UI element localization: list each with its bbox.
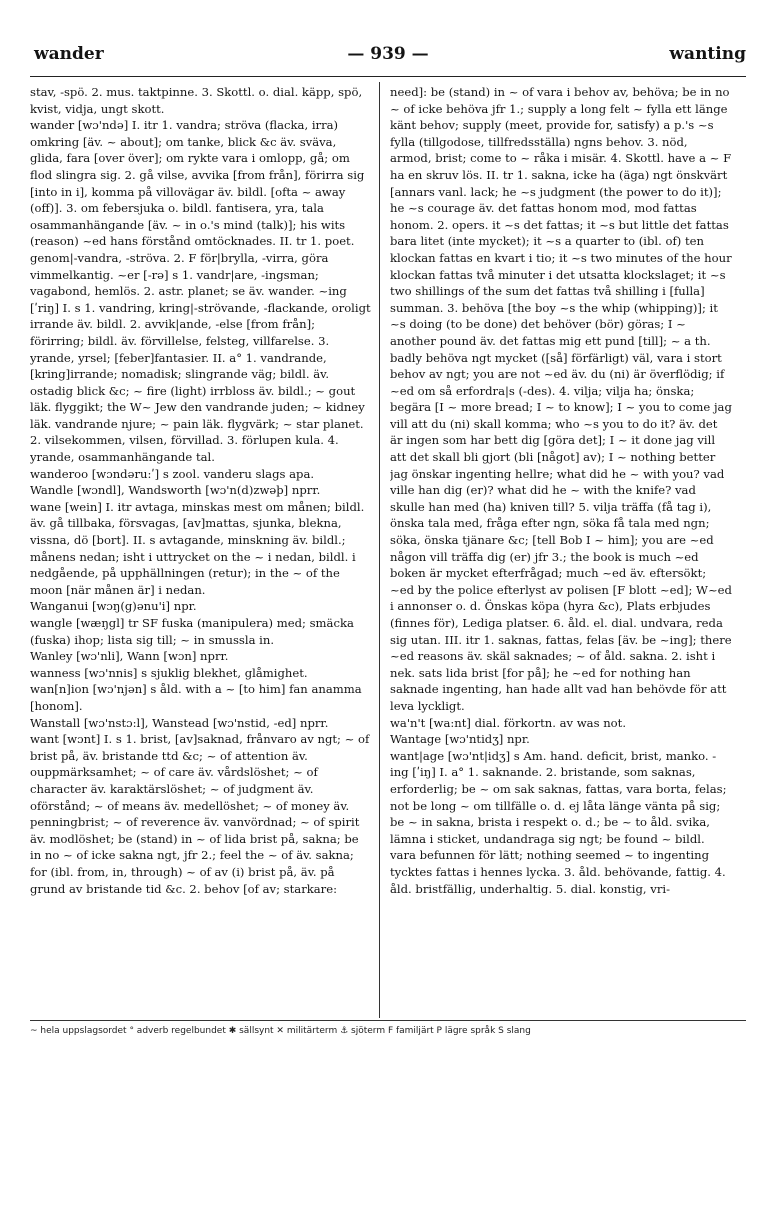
footer-rule	[30, 1020, 746, 1021]
dictionary-entry: Wandle [wɔndl], Wandsworth [wɔ'n(d)zwəþ] nprr.	[30, 483, 321, 498]
header-rule	[30, 76, 746, 77]
right-column	[390, 84, 732, 1012]
dictionary-entry: wane [wein] I. itr avtaga, minskas mest om månen; bildl. äv. gå tillbaka, försvagas, [av]mattas, sjunka, blekna, vissna, dö [bort]. II. s avtagande, minskning äv. bildl.; månens nedan; isht i uttrycket on the ~ i nedan, bildl. i nedgående, på upphällningen (retur); in the ~ of the moon [när månen är] i nedan.	[30, 499, 365, 597]
left-column	[30, 84, 372, 1012]
header-left-guide-word: wander	[34, 44, 104, 64]
dictionary-entry: Wanganui [wɔŋ(g)ənu'i] npr.	[30, 599, 197, 614]
dictionary-entry: wangle [wæŋgl] tr SF fuska (manipulera) med; smäcka (fuska) ihop; lista sig till; ~ in smussla in.	[30, 616, 354, 647]
dictionary-entry: stav, -spö. 2. mus. taktpinne. 3. Skottl. o. dial. käpp, spö, kvist, vidja, ungt skott.	[30, 85, 363, 116]
dictionary-entry: wan[n]ion [wɔ'njən] s åld. with a ~ [to him] fan anamma [honom].	[30, 682, 362, 713]
dictionary-entry: Wanstall [wɔ'nstɔ:l], Wanstead [wɔ'nstid, -ed] nprr.	[30, 715, 329, 730]
dictionary-entry: Wanley [wɔ'nli], Wann [wɔn] nprr.	[30, 649, 229, 664]
dictionary-entry: wanderoo [wɔndəru:ʹ] s zool. vanderu slags apa.	[30, 466, 315, 481]
symbol-legend: ~ hela uppslagsordet ° adverb regelbundet ✱ sällsynt ✕ militärterm ⚓ sjöterm F familjärt P lägre språk S slang	[30, 1026, 531, 1036]
header-right-guide-word: wanting	[669, 44, 746, 64]
dictionary-entry: Wantage [wɔ'ntidʒ] npr.	[390, 732, 530, 747]
dictionary-entry: wa'n't [wa:nt] dial. förkortn. av was not.	[390, 715, 627, 730]
dictionary-entry: wanness [wɔ'nnis] s sjuklig blekhet, glåmighet.	[30, 665, 308, 680]
dictionary-entry: want [wɔnt] I. s 1. brist, [av]saknad, frånvaro av ngt; ~ of brist på, äv. bristande ttd &c; ~ of attention äv. ouppmärksamhet; ~ of care äv. vårdslöshet; ~ of character äv. karaktärslöshet; ~ of judgment äv. oförstånd; ~ of means äv. medellöshet; ~ of money äv. penningbrist; ~ of reverence äv. vanvördnad; ~ of spirit äv. modlöshet; be (stand) in ~ of lida brist på, sakna; be in no ~ of icke sakna ngt, jfr 2.; feel the ~ of äv. sakna; for (ibl. from, in, through) ~ of av (i) brist på, äv. på grund av bristande tid &c. 2. behov [of av; starkare:	[30, 732, 370, 896]
page-header	[30, 44, 746, 74]
dictionary-entry: want|age [wɔ'nt|idʒ] s Am. hand. deficit, brist, manko. -ing [ʹiŋ] I. a° 1. saknande. 2. bristande, som saknas, erforderlig; be ~ om sak saknas, fattas, vara borta, felas; not be long ~ om tillfälle o. d. ej låta länge vänta på sig; be ~ in sakna, brista i respekt o. d.; be ~ to åld. svika, lämna i sticket, undandraga sig ngt; be found ~ bildl. vara befunnen för lätt; nothing seemed ~ to ingenting tycktes fattas i hennes lycka. 3. åld. behövande, fattig. 4. åld. bristfällig, underhaltig. 5. dial. konstig, vri-	[390, 748, 727, 896]
dictionary-entry: wander [wɔ'ndə] I. itr 1. vandra; ströva (flacka, irra) omkring [äv. ~ about]; om tanke, blick &c äv. sväva, glida, fara [over över]; om rykte vara i omlopp, gå; om flod slingra sig. 2. gå vilse, avvika [from från], förirra sig [into in i], komma på villovägar äv. bildl. [ofta ~ away (off)]. 3. om febersjuka o. bildl. fantisera, yra, tala osammanhängande [äv. ~ in o.'s mind (talk)]; his wits (reason) ~ed hans förstånd omtöcknades. II. tr 1. poet. genom|-vandra, -ströva. 2. F för|brylla, -virra, göra vimmelkantig. ~er [-rə] s 1. vandr|are, -ingsman; vagabond, hemlös. 2. astr. planet; se äv. wander. ~ing [ʹriŋ] I. s 1. vandring, kring|-strövande, -flackande, oroligt irrande äv. bildl. 2. avvik|ande, -else [from från]; förirring; bildl. äv. förvillelse, felsteg, villfarelse. 3. yrande, yrsel; [feber]fantasier. II. a° 1. vandrande, [kring]irrande; nomadisk; slingrande väg; bildl. äv. ostadig blick &c; ~ fire (light) irrbloss äv. bildl.; ~ gout läk. flyggikt; the W~ Jew den vandrande juden; ~ kidney läk. vandrande njure; ~ pain läk. flygvärk; ~ star planet. 2. vilsekommen, vilsen, förvillad. 3. förlupen kula. 4. yrande, osammanhängande tal.	[30, 118, 371, 465]
page-number: — 939 —	[347, 44, 429, 64]
column-divider	[379, 82, 380, 1018]
dictionary-entry: need]: be (stand) in ~ of vara i behov av, behöva; be in no ~ of icke behöva jfr 1.; supply a long felt ~ fylla ett länge känt behov; supply (meet, provide for, satisfy) a p.'s ~s fylla (tillgodose, tillfredsställa) ngns behov. 3. nöd, armod, brist; come to ~ råka i misär. 4. Skottl. have a ~ F ha en skruv lös. II. tr 1. sakna, icke ha (äga) ngt önskvärt [annars vanl. lack; he ~s judgment (the power to do it)]; he ~s courage äv. det fattas honom mod, mod fattas honom. 2. opers. it ~s det fattas; it ~s but little det fattas bara litet (inte mycket); it ~s a quarter to (ibl. of) ten klockan fattas en kvart i tio; it ~s two minutes of the hour klockan fattas två minuter i det utsatta klockslaget; it ~s two shillings of the sum det fattas två shilling i [fulla] summan. 3. behöva [the boy ~s the whip (whipping)]; it ~s doing (to be done) det behöver (bör) göras; I ~ another pound äv. det fattas mig ett pund [till]; ~ a th. badly behöva ngt mycket ([så] förfärligt) väl, vara i stort behov av ngt; you are not ~ed äv. du (ni) är överflödig; if ~ed om så erfordra|s (-des). 4. vilja; vilja ha; önska; begära [I ~ more bread; I ~ to know]; I ~ you to come jag vill att du (ni) skall komma; who ~s you to do it? äv. det är ingen som har bett dig [göra det]; I ~ it done jag vill att det skall bli gjort (bli [något] av); I ~ nothing better jag önskar ingenting hellre; what did he ~ with you? vad ville han dig (er)? what did he ~ with the knife? vad skulle han med (ha) kniven till? 5. vilja träffa (få tag i), önska tala med, fråga efter ngn, söka få tala med ngn; söka, önska tjänare &c; [tell Bob I ~ him]; you are ~ed någon vill träffa dig (er) jfr 3.; the book is much ~ed boken är mycket efterfrågad; much ~ed äv. eftersökt; ~ed by the police efterlyst av polisen [F blott ~ed]; W~ed i annonser o. d. Önskas köpa (hyra &c), Plats erbjudes (finnes för), Lediga platser. 6. åld. el. dial. undvara, reda sig utan. III. itr 1. saknas, fattas, felas [äv. be ~ing]; there ~ed reasons äv. skäl saknades; ~ of åld. sakna. 2. isht i nek. sats lida brist [for på]; he ~ed for nothing han saknade ingenting, han hade allt vad han behövde för att leva lyckligt.	[390, 85, 732, 713]
